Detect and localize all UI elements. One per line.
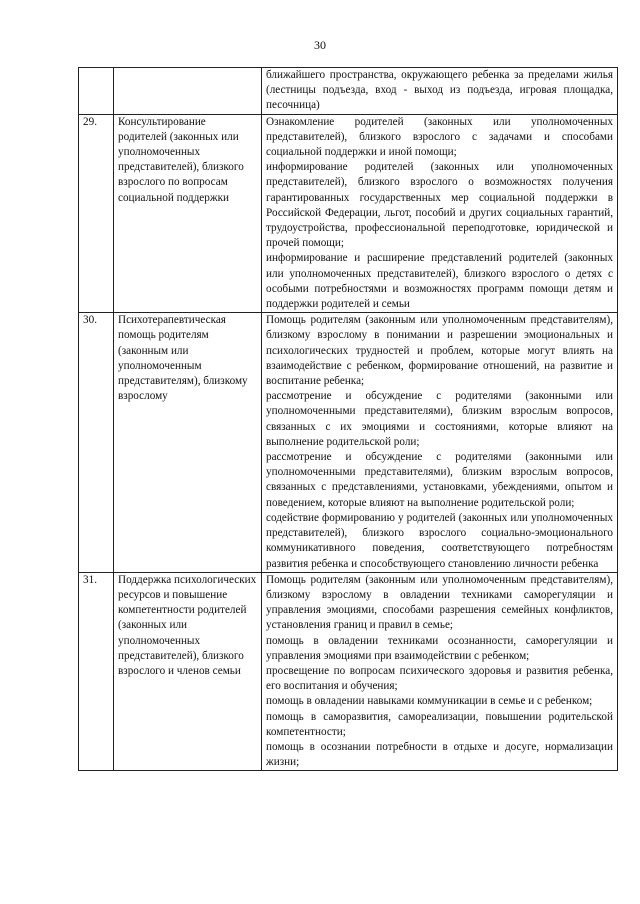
service-name bbox=[114, 68, 262, 115]
description-paragraph: Ознакомление родителей (законных или уполномоченных представителей), близкого взрослого с задачами и способами социальной поддержки и иной помощи; bbox=[266, 115, 613, 159]
description-paragraph: рассмотрение и обсуждение с родителями (законными или уполномоченными представителями), близким взрослым вопросов, связанных с их эмоциями и состояниями, которые влияют на выполнение родительской роли; bbox=[266, 390, 613, 448]
services-table bbox=[78, 67, 618, 771]
page-number: 30 bbox=[314, 38, 326, 52]
description-paragraph: помощь в овладении навыками коммуникации в семье и с ребенком; bbox=[266, 695, 593, 708]
description-paragraph: информирование и расширение представлений родителей (законных или уполномоченных представителей), близкого взрослого о детях с особыми потребностями и возможностях программ помощи детям и поддержки родителей и семьи bbox=[266, 252, 613, 311]
description-paragraph: Помощь родителям (законным или уполномоченным представителям), близкому взрослому в понимании и разрешении эмоциональных и психологических трудностей и проблем, которые могут влиять на взаимодействие с ребенком, формирование отношений, на развитие и воспитание ребенка; bbox=[266, 314, 613, 388]
description-paragraph: содействие формированию у родителей (законных или уполномоченных представителей), близкого взрослого социально-эмоционального коммуникативного поведения, соответствующего потребностям развития ребенка и способствующего становлению личности ребенка bbox=[266, 511, 613, 570]
description-paragraph: просвещение по вопросам психического здоровья и развития ребенка, его воспитания и обучения; bbox=[266, 664, 613, 693]
table-row bbox=[79, 572, 618, 771]
row-number: 30. bbox=[79, 313, 114, 572]
table-row bbox=[79, 68, 618, 115]
service-description bbox=[262, 572, 618, 771]
service-description bbox=[262, 313, 618, 572]
description-paragraph: информирование родителей (законных или уполномоченных представителей), близкого взрослого о возможностях получения гарантированных государственных мер социальной поддержки в Российской Федерации, льгот, пособий и других социальных гарантий, трудоустройства, профессиональной переподготовке, юридической и прочей помощи; bbox=[266, 161, 613, 250]
service-description bbox=[262, 114, 618, 313]
service-name: Консультирование родителей (законных или уполномоченных представителей), близкого взрослого по вопросам социальной поддержки bbox=[114, 114, 262, 313]
row-number bbox=[79, 68, 114, 115]
table-row bbox=[79, 114, 618, 313]
service-name: Психотерапевтическая помощь родителям (законным или уполномоченным представителям), близкому взрослому bbox=[114, 313, 262, 572]
table-row bbox=[79, 313, 618, 572]
service-name: Поддержка психологических ресурсов и повышение компетентности родителей (законных или уполномоченных представителей), близкого взрослого и членов семьи bbox=[114, 572, 262, 771]
description-paragraph: помощь в овладении техниками осознанности, саморегуляции и управления эмоциями при взаимодействии с ребенком; bbox=[266, 634, 613, 662]
row-number: 29. bbox=[79, 114, 114, 313]
service-description bbox=[262, 68, 618, 115]
description-paragraph: ближайшего пространства, окружающего ребенка за пределами жилья (лестницы подъезда, вход - выход из подъезда, игровая площадка, песочница) bbox=[266, 69, 613, 112]
description-paragraph: Помощь родителям (законным или уполномоченным представителям), близкому взрослому в овладении техниками саморегуляции и управления эмоциями, способами разрешения семейных конфликтов, установления границ и правил в семье; bbox=[266, 573, 613, 632]
description-paragraph: помощь в саморазвития, самореализации, повышении родительской компетентности; bbox=[266, 710, 613, 738]
row-number: 31. bbox=[79, 572, 114, 771]
description-paragraph: помощь в осознании потребности в отдыхе и досуге, нормализации жизни; bbox=[266, 740, 613, 769]
description-paragraph: рассмотрение и обсуждение с родителями (законными или уполномоченными представителями), близким взрослым вопросов, связанных с представлениями, установками, убеждениями, опытом и поведением, которые влияют на выполнение родительской роли; bbox=[266, 451, 613, 509]
